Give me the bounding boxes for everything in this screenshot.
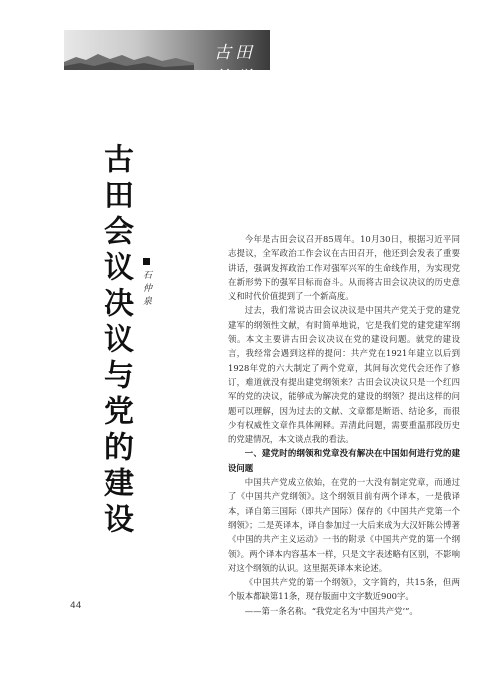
paragraph: 过去，我们常说古田会议决议是中国共产党关于党的建党建军的纲领性文献，有时简单地说，它是我们党的建党建军纲领。本文主要讲古田会议决议在党的建设问题。就党的建设言，我经常会遇到这样的提问：共产党在1921年建立以后到1928年党的六大制定了两个党章，其间每次党代会还作了修订，难道就没有提出建党纲领来？古田会议决议只是一个红四军的党的决议，能够成为解决党的建设的纲领？提出这样的问题可以理解，因为过去的文献、文章都是断语、结论多，而很少有权威性文章作具体阐释。弄清此问题，需要重温那段历史的党建情况，本文谈点我的看法。 [228,305,460,445]
column-banner [64,30,270,88]
paragraph: 今年是古田会议召开85周年。10月30日，根据习近平同志提议，全军政治工作会议在古田召开，他还到会发表了重要讲话，强调发挥政治工作对强军兴军的生命线作用，为实现党在新形势下的强军目标而奋斗。从而将古田会议决议的历史意义和时代价值提到了一个新高度。 [228,234,460,302]
column-title: 古田笔学 [214,43,256,88]
article-body [228,232,460,618]
author-name: 石仲泉 [141,270,151,309]
page-number: 44 [70,601,82,611]
article-title: 古田会议决议与党的建设 [98,143,133,539]
paragraph: ——第一条名称。“我党定名为‘中国共产党’”。 [244,605,418,616]
paragraph: 《中国共产党的第一个纲领》，文字简约，共15条，但两个版本都缺第11条，现存版面中文字数近900字。 [228,577,460,602]
mountain-landscape-icon [64,48,194,70]
paragraph: 中国共产党成立依始，在党的一大没有制定党章，而通过了《中国共产党纲领》。这个纲领目前有两个译本，一是俄译本，译自第三国际（即共产国际）保存的《中国共产党第一个纲领》；二是英译本，译自参加过一大后来成为大汉奸陈公博著《中国的共产主义运动》一书的附录《中国共产党的第一个纲领》。两个译本内容基本一样，只是文字表述略有区别，不影响对这个纲领的认识。这里据英译本来论述。 [228,477,460,573]
section-heading: 一、建党时的纲领和党章没有解决在中国如何进行党的建设问题 [228,448,460,473]
author-marker-square [143,258,150,265]
